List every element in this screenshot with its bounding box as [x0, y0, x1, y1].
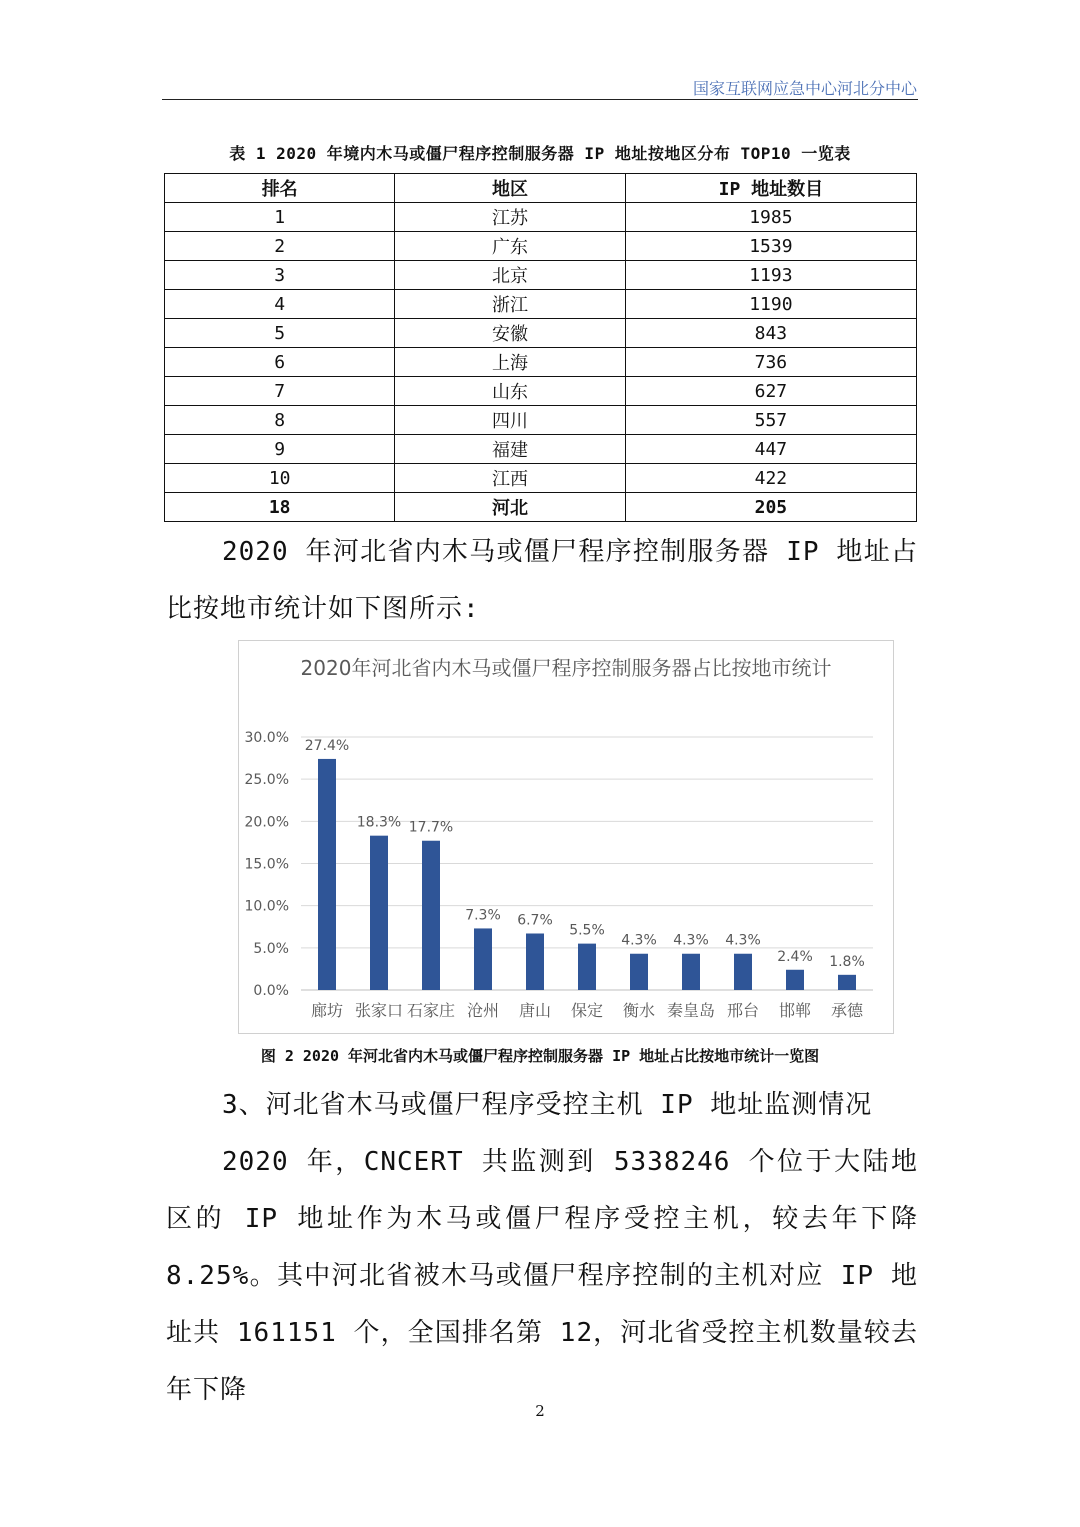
y-tick-label: 25.0%	[244, 772, 289, 789]
bar	[630, 954, 648, 990]
table-row	[165, 232, 917, 261]
table-caption: 表 1 2020 年境内木马或僵尸程序控制服务器 IP 地址按地区分布 TOP10 一览表	[229, 144, 851, 163]
header-org-name: 国家互联网应急中心河北分中心	[692, 79, 917, 98]
data-label: 2.4%	[777, 948, 813, 965]
data-label: 18.3%	[356, 814, 402, 831]
bar	[370, 836, 388, 990]
x-tick-label: 廊坊	[310, 1001, 344, 1020]
data-label: 7.3%	[465, 907, 501, 924]
cell-rank: 6	[165, 348, 395, 377]
data-label: 1.8%	[829, 953, 865, 970]
table-row	[165, 261, 917, 290]
section-3-title: 3、河北省木马或僵尸程序受控主机 IP 地址监测情况	[222, 1090, 873, 1120]
cell-rank: 8	[165, 406, 395, 435]
chart-svg	[239, 641, 893, 1033]
table-row	[165, 319, 917, 348]
table-row	[165, 464, 917, 493]
cell-region: 广东	[395, 232, 625, 261]
header-rule	[162, 99, 918, 100]
bar	[838, 975, 856, 990]
table-row	[165, 406, 917, 435]
x-tick-label: 邯郸	[778, 1001, 812, 1020]
x-tick-label: 秦皇岛	[666, 1001, 716, 1020]
cell-ip-count: 447	[625, 435, 916, 464]
x-tick-label: 沧州	[466, 1001, 500, 1020]
cell-region: 河北	[395, 493, 625, 522]
figure-caption: 图 2 2020 年河北省内木马或僵尸程序控制服务器 IP 地址占比按地市统计一览图	[260, 1047, 820, 1065]
data-label: 4.3%	[725, 932, 761, 949]
cell-ip-count: 736	[625, 348, 916, 377]
y-tick-label: 10.0%	[244, 898, 289, 915]
table-header-row	[165, 174, 917, 203]
cell-region: 江西	[395, 464, 625, 493]
cell-rank: 2	[165, 232, 395, 261]
x-tick-label: 唐山	[518, 1001, 552, 1020]
bar	[526, 933, 544, 990]
bar	[578, 944, 596, 990]
cell-region: 江苏	[395, 203, 625, 232]
paragraph-body: 2020 年，CNCERT 共监测到 5338246 个位于大陆地区的 IP 地址作为木马或僵尸程序受控主机，较去年下降 8.25%。其中河北省被木马或僵尸程序控制的主机对应 IP 地址共 161151 个，全国排名第 12，河北省受控主机数量较去年下降	[166, 1147, 918, 1405]
header-region: 地区	[395, 174, 625, 203]
cell-rank: 10	[165, 464, 395, 493]
y-tick-label: 20.0%	[244, 814, 289, 831]
cell-ip-count: 205	[625, 493, 916, 522]
table-row	[165, 348, 917, 377]
table-row	[165, 377, 917, 406]
x-tick-label: 衡水	[622, 1001, 656, 1020]
data-label: 6.7%	[517, 912, 553, 929]
cell-ip-count: 1193	[625, 261, 916, 290]
cell-rank: 5	[165, 319, 395, 348]
table-row-hebei	[165, 493, 917, 522]
data-label: 4.3%	[621, 932, 657, 949]
bar	[422, 841, 440, 990]
x-tick-label: 保定	[570, 1001, 604, 1020]
header-rank: 排名	[165, 174, 395, 203]
table-row	[165, 290, 917, 319]
data-label: 4.3%	[673, 932, 709, 949]
page-number: 2	[535, 1402, 545, 1420]
cell-region: 四川	[395, 406, 625, 435]
y-tick-label: 0.0%	[253, 983, 289, 999]
x-tick-label: 邢台	[726, 1001, 760, 1020]
cell-rank: 3	[165, 261, 395, 290]
bar-chart	[238, 640, 894, 1034]
x-tick-label: 石家庄	[406, 1001, 456, 1020]
x-tick-label: 张家口	[354, 1001, 404, 1020]
bar	[318, 759, 336, 990]
chart-title: 2020年河北省内木马或僵尸程序控制服务器占比按地市统计	[300, 656, 832, 680]
cell-region: 山东	[395, 377, 625, 406]
bar	[786, 970, 804, 990]
cell-ip-count: 843	[625, 319, 916, 348]
data-label: 27.4%	[304, 737, 350, 754]
cell-ip-count: 422	[625, 464, 916, 493]
cell-ip-count: 1190	[625, 290, 916, 319]
cell-rank: 1	[165, 203, 395, 232]
cell-ip-count: 557	[625, 406, 916, 435]
cell-region: 安徽	[395, 319, 625, 348]
table-row	[165, 435, 917, 464]
y-tick-label: 5.0%	[253, 940, 289, 957]
y-tick-label: 15.0%	[244, 856, 289, 873]
bar	[682, 954, 700, 990]
paragraph-intro: 2020 年河北省内木马或僵尸程序控制服务器 IP 地址占比按地市统计如下图所示:	[166, 537, 918, 624]
cell-ip-count: 627	[625, 377, 916, 406]
data-label: 5.5%	[569, 922, 605, 939]
cell-region: 福建	[395, 435, 625, 464]
header-ip-count: IP 地址数目	[625, 174, 916, 203]
cell-ip-count: 1985	[625, 203, 916, 232]
table-row	[165, 203, 917, 232]
bar	[734, 954, 752, 990]
cell-region: 北京	[395, 261, 625, 290]
data-label: 17.7%	[408, 819, 454, 836]
cell-region: 上海	[395, 348, 625, 377]
x-tick-label: 承德	[830, 1001, 864, 1020]
ranking-table	[164, 173, 917, 522]
bar	[474, 928, 492, 990]
cell-rank: 7	[165, 377, 395, 406]
cell-region: 浙江	[395, 290, 625, 319]
cell-ip-count: 1539	[625, 232, 916, 261]
y-tick-label: 30.0%	[244, 730, 289, 746]
cell-rank: 18	[165, 493, 395, 522]
cell-rank: 9	[165, 435, 395, 464]
cell-rank: 4	[165, 290, 395, 319]
